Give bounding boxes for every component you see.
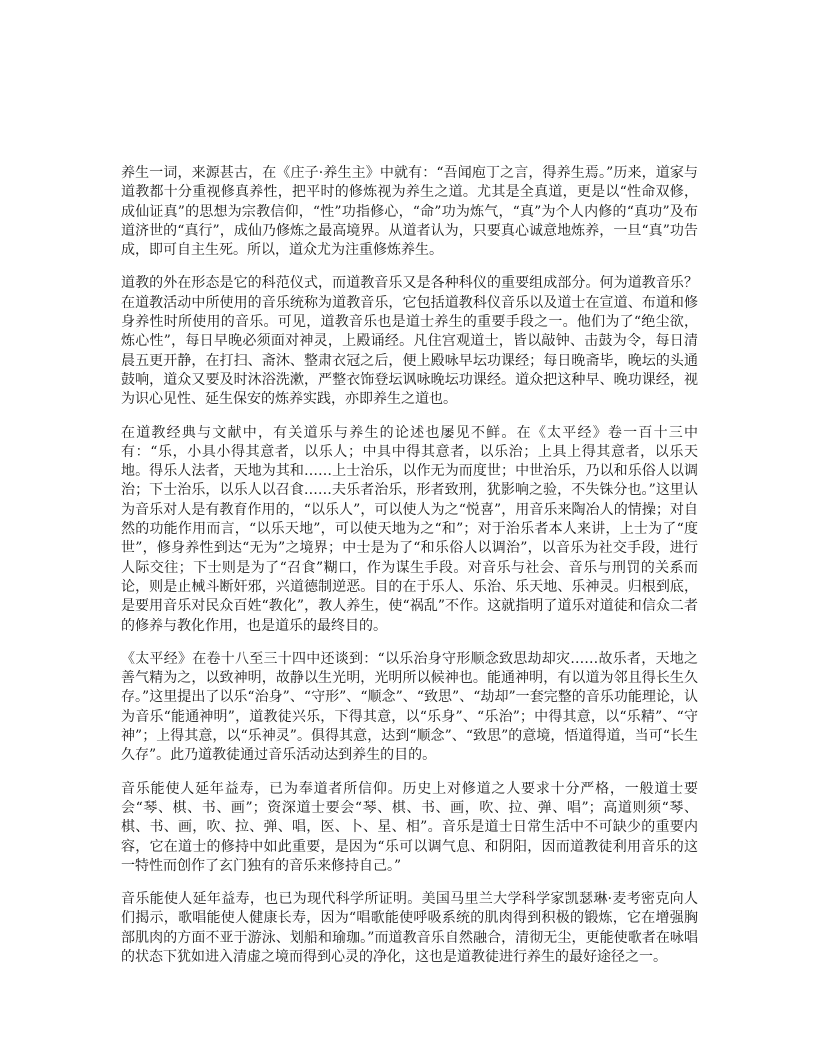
paragraph-1: 养生一词，来源甚古，在《庄子·养生主》中就有：“吾闻庖丁之言，得养生焉。”历来，道家与道教都十分重视修真养性，把平时的修炼视为养生之道。尤其是全真道，更是以“性命双修，成仙证真”的思想为宗教信仰，“性”功指修心，“命”功为炼气，“真”为个人内修的“真功”及布道济世的“真行”，成仙乃修炼之最高境界。从道者认为，只要真心诚意地炼养，一旦“真”功告成，即可自主生死。所以，道众尤为注重修炼养生。	[121, 165, 698, 259]
paragraph-6: 音乐能使人延年益寿，也已为现代科学所证明。美国马里兰大学科学家凯瑟琳·麦考密克向人们揭示，歌唱能使人健康长寿，因为“唱歌能使呼吸系统的肌肉得到积极的锻炼，它在增强胸部肌肉的方面不亚于游泳、划船和瑜珈。”而道教音乐自然融合，清彻无尘，更能使歌者在咏唱的状态下犹如进入清虚之境而得到心灵的净化，这也是道教徒进行养生的最好途径之一。	[121, 891, 698, 965]
paragraph-4: 《太平经》在卷十八至三十四中还谈到：“以乐治身守形顺念致思劫却灾……故乐者，天地之善气精为之，以致神明，故静以生光明，光明所以候神也。能通神明，有以道为邻且得长生久存。”这里提出了以乐“治身”、“守形”、“顺念”、“致思”、“劫却”一套完整的音乐功能理论，认为音乐“能通神明”，道教徒兴乐，下得其意，以“乐身”、“乐治”；中得其意，以“乐精”、“守神”；上得其意，以“乐神灵”。俱得其意，达到“顺念”、“致思”的意境，悟道得道，当可“长生久存”。此乃道教徒通过音乐活动达到养生的目的。	[121, 650, 698, 764]
paragraph-3: 在道教经典与文献中，有关道乐与养生的论述也屡见不鲜。在《太平经》卷一百十三中有：“乐，小具小得其意者，以乐人；中具中得其意者，以乐治；上具上得其意者，以乐天地。得乐人法者，天地为其和……上士治乐，以作无为而度世；中世治乐，乃以和乐俗人以调治；下士治乐，以乐人以召食……夫乐者治乐，形者致刑，犹影响之验，不失铢分也。”这里认为音乐对人是有教育作用的，“以乐人”，可以使人为之“悦喜”，用音乐来陶冶人的情操；对自然的功能作用而言，“以乐天地”，可以使天地为之“和”；对于治乐者本人来讲，上士为了“度世”，修身养性到达“无为”之境界；中士是为了“和乐俗人以调治”，以音乐为社交手段，进行人际交往；下士则是为了“召食”糊口，作为谋生手段。对音乐与社会、音乐与刑罚的关系而论，则是止械斗断奸邪，兴道德制逆恶。目的在于乐人、乐治、乐天地、乐神灵。归根到底，是要用音乐对民众百姓“教化”，教人养生，使“祸乱”不作。这就指明了道乐对道徒和信众二者的修养与教化作用，也是道乐的最终目的。	[121, 424, 698, 634]
document-body	[121, 164, 698, 967]
paragraph-5: 音乐能使人延年益寿，已为奉道者所信仰。历史上对修道之人要求十分严格，一般道士要会“琴、棋、书、画”；资深道士要会“琴、棋、书、画，吹、拉、弹、唱”；高道则须“琴、棋、书、画，吹、拉、弹、唱，医、卜、星、相”。音乐是道士日常生活中不可缺少的重要内容，它在道士的修持中如此重要，是因为“乐可以调气息、和阴阳，因而道教徒利用音乐的这一特性而创作了玄门独有的音乐来修持自己。”	[121, 780, 698, 874]
paragraph-2: 道教的外在形态是它的科范仪式，而道教音乐又是各种科仪的重要组成部分。何为道教音乐？在道教活动中所使用的音乐统称为道教音乐，它包括道教科仪音乐以及道士在宣道、布道和修身养性时所使用的音乐。可见，道教音乐也是道士养生的重要手段之一。他们为了“绝尘欲，炼心性”，每日早晚必须面对神灵，上殿诵经。凡住宫观道士，皆以敲钟、击鼓为令，每日清晨五更开静，在打扫、斋沐、整肃衣冠之后，便上殿咏早坛功课经；每日晚斋毕，晚坛的头通鼓响，道众又要及时沐浴洗漱，严整衣饰登坛讽咏晚坛功课经。道众把这种早、晚功课经，视为识心见性、延生保安的炼养实践，亦即养生之道也。	[121, 275, 698, 408]
